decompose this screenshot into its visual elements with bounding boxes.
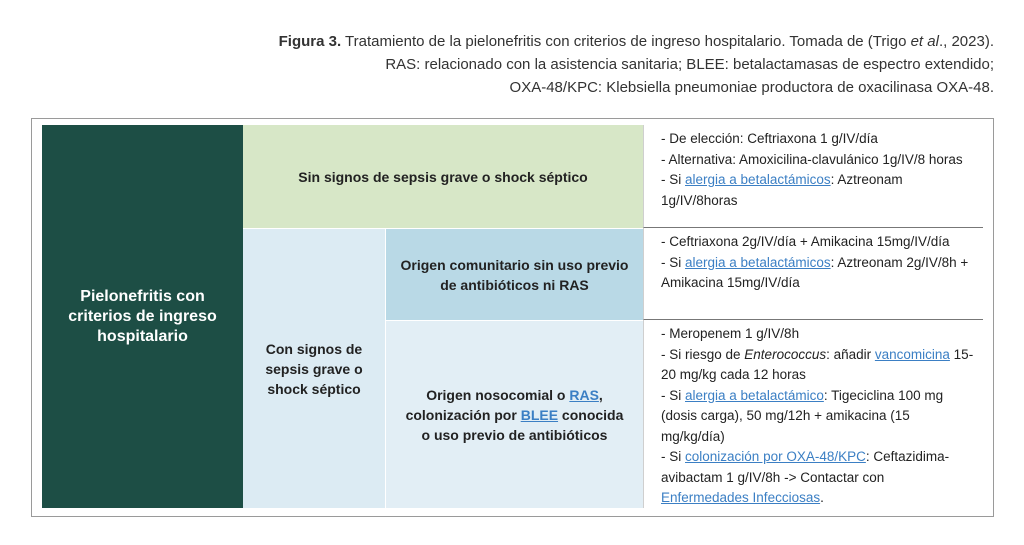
treatment-line: - De elección: Ceftriaxona 1 g/IV/día (661, 131, 878, 146)
nosocomial-text-1: Origen nosocomial o (426, 386, 570, 403)
main-category-label: Pielonefritis con criterios de ingreso hospitalario (68, 287, 217, 345)
treatment-line (661, 447, 975, 509)
caption-line-2: RAS: relacionado con la asistencia sanitaria; BLEE: betalactamasas de espectro extendido; (385, 56, 994, 73)
treatment-line (661, 345, 975, 386)
treatment-line: - Alternativa: Amoxicilina-clavulánico 1g/IV/8 horas (661, 151, 963, 167)
allergy-link[interactable]: alergia a betalactámicos (685, 254, 831, 270)
treatment-text: : Aztreonam 1g/IV/8horas (661, 172, 903, 208)
sepsis-cell (243, 228, 386, 508)
community-origin-label: Origen comunitario sin uso previo de antibióticos ni RAS (400, 256, 629, 293)
treatment-line (661, 386, 975, 448)
treatment-text: - Si (661, 254, 686, 270)
ras-link[interactable]: RAS (569, 386, 599, 403)
treatment-table (31, 118, 994, 517)
figure-caption (94, 30, 994, 99)
allergy-link[interactable]: alergia a betalactámicos (685, 172, 831, 187)
treatment-text: : añadir (826, 346, 875, 362)
figure-label: Figura 3. (278, 33, 342, 50)
treatment-text: . (820, 490, 824, 505)
treatment-text: : Tigeciclina 100 mg (dosis carga), 50 mg/12h + amikacina (15 mg/kg/día) (661, 387, 944, 444)
caption-italic: et al (910, 33, 939, 50)
caption-text-1: Tratamiento de la pielonefritis con criterios de ingreso hospitalario. Tomada de (Trigo (341, 33, 911, 50)
treatment-line: - Ceftriaxona 2g/IV/día + Amikacina 15mg/IV/día (661, 234, 950, 249)
treatment-italic: Enterococcus (744, 346, 827, 362)
blee-link[interactable]: BLEE (520, 406, 559, 423)
no-sepsis-cell (243, 125, 643, 228)
treatment-nosocomial (643, 320, 983, 508)
nosocomial-origin-cell (386, 320, 643, 508)
treatment-line (661, 170, 975, 211)
caption-line-1 (94, 30, 994, 53)
treatment-text: - Si (661, 387, 686, 403)
treatment-text: 15-20 mg/kg cada 12 horas (661, 346, 974, 382)
treatment-text: : Aztreonam 2g/IV/8h + Amikacina 15mg/IV/día (661, 254, 969, 290)
oxa-kpc-link[interactable]: colonización por OXA-48/KPC (685, 449, 866, 464)
infectious-diseases-link[interactable]: Enfermedades Infecciosas (661, 490, 821, 505)
nosocomial-origin-label (400, 385, 629, 445)
no-sepsis-label: Sin signos de sepsis grave o shock séptico (298, 168, 588, 185)
treatment-text: - Si (661, 172, 686, 187)
nosocomial-text-3: conocida o uso previo de antibióticos (421, 406, 624, 443)
nosocomial-text-2: , colonización por (405, 386, 603, 423)
treatment-text: - Si riesgo de (661, 346, 745, 362)
allergy-link[interactable]: alergia a betalactámico (685, 387, 824, 403)
treatment-text: - Si (661, 449, 686, 464)
treatment-text: : Ceftazidima-avibactam 1 g/IV/8h -> Contactar con (661, 449, 950, 485)
caption-text-1-end: ., 2023). (938, 33, 994, 50)
main-category-cell (42, 125, 243, 508)
treatment-community (643, 228, 983, 320)
sepsis-label: Con signos de sepsis grave o shock séptico (265, 340, 363, 397)
treatment-line (661, 253, 975, 294)
vancomycin-link[interactable]: vancomicina (874, 346, 950, 362)
treatment-line: - Meropenem 1 g/IV/8h (661, 326, 800, 341)
treatment-no-sepsis (643, 125, 983, 228)
caption-line-3: OXA-48/KPC: Klebsiella pneumoniae productora de oxacilinasa OXA-48. (509, 79, 994, 96)
community-origin-cell (386, 228, 643, 320)
